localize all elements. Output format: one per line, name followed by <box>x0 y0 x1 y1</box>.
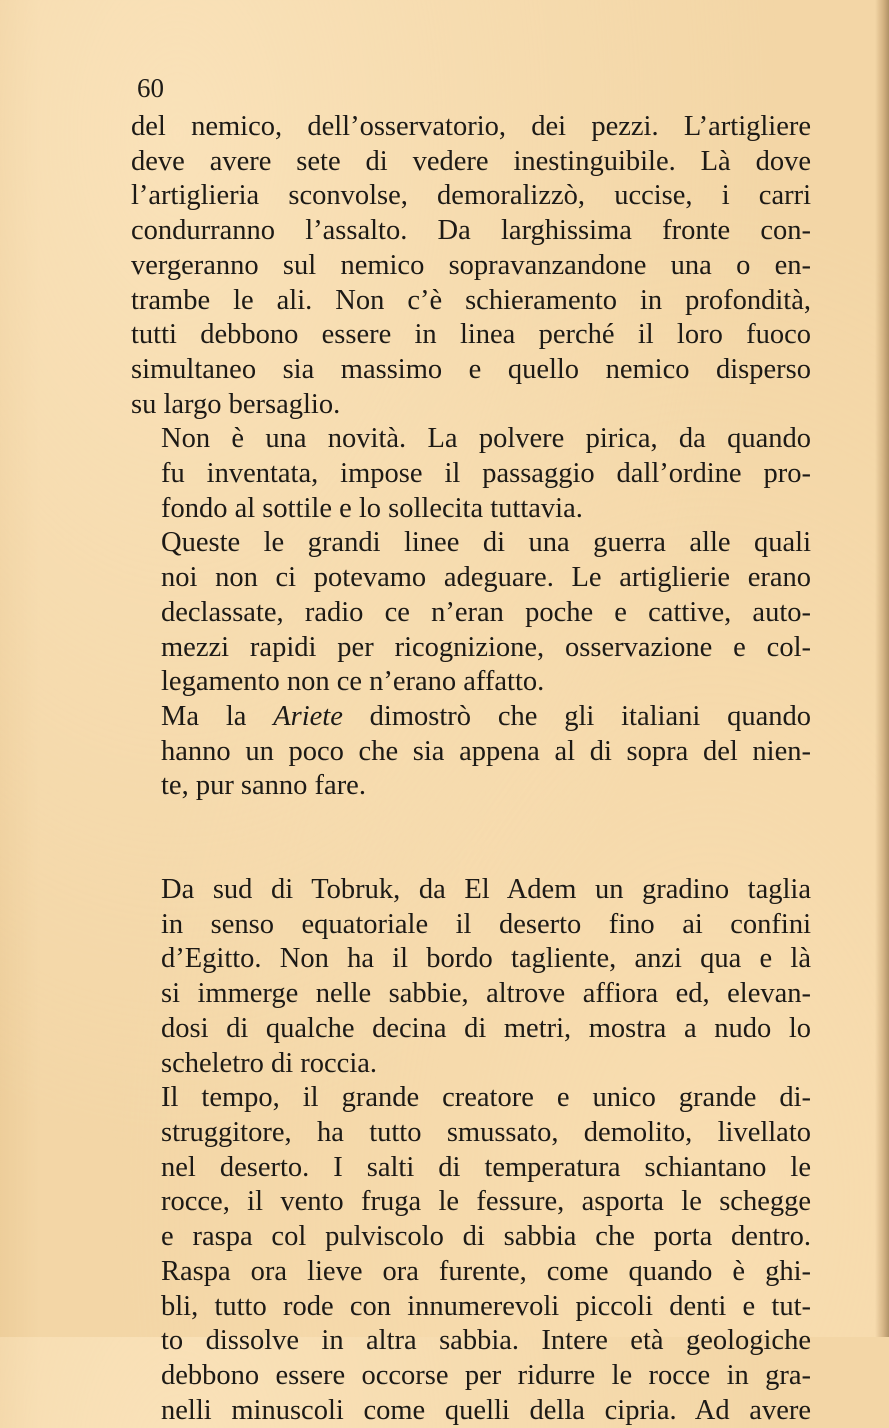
text-line: simultaneo sia massimo e quello nemico disperso <box>131 353 811 385</box>
paragraph <box>131 526 811 700</box>
text-line: deve avere sete di vedere inestinguibile. Là dove <box>131 145 811 177</box>
paragraph <box>131 110 811 422</box>
text-line: d’Egitto. Non ha il bordo tagliente, anzi qua e là <box>161 943 811 975</box>
text-line: si immerge nelle sabbie, altrove affiora ed, elevan- <box>161 978 811 1010</box>
text-line: to dissolve in altra sabbia. Intere età geologiche <box>161 1325 811 1357</box>
text-line: del nemico, dell’osservatorio, dei pezzi. L’artigliere <box>131 111 811 142</box>
text-line: dosi di qualche decina di metri, mostra a nudo lo <box>161 1012 811 1044</box>
text-line: mezzi rapidi per ricognizione, osservazione e col- <box>161 631 811 663</box>
body-text <box>131 110 811 1428</box>
text-line: Non è una novità. La polvere pirica, da quando <box>161 423 811 455</box>
text-line: Il tempo, il grande creatore e unico grande di- <box>161 1082 811 1114</box>
text-line: su largo bersaglio. <box>131 388 341 420</box>
paragraph <box>131 700 811 804</box>
paragraph <box>131 1081 811 1428</box>
text-line: Da sud di Tobruk, da El Adem un gradino taglia <box>161 874 811 906</box>
text-line: nel deserto. I salti di temperatura schiantano le <box>161 1151 811 1183</box>
text-line: struggitore, ha tutto smussato, demolito, livellato <box>161 1116 811 1148</box>
text-line: Ma la Ariete dimostrò che gli italiani quando <box>161 700 812 732</box>
page-edge-shadow <box>875 0 889 1337</box>
page-number: 60 <box>137 73 164 103</box>
text-line: Raspa ora lieve ora furente, come quando è ghi- <box>161 1255 811 1287</box>
text-line: e raspa col pulviscolo di sabbia che porta dentro. <box>161 1221 811 1253</box>
text-line: scheletro di roccia. <box>161 1047 378 1079</box>
text-line: debbono essere occorse per ridurre le rocce in gra- <box>161 1359 811 1391</box>
text-line: Queste le grandi linee di una guerra alle quali <box>161 527 811 559</box>
text-line: in senso equatoriale il deserto fino ai confini <box>161 908 811 940</box>
text-line: fondo al sottile e lo sollecita tuttavia. <box>161 492 583 524</box>
text-line: trambe le ali. Non c’è schieramento in profondità, <box>131 284 811 316</box>
text-line: hanno un poco che sia appena al di sopra del nien- <box>161 735 811 767</box>
text-line: tutti debbono essere in linea perché il loro fuoco <box>131 319 811 351</box>
paragraph <box>131 873 811 1081</box>
text-line: nelli minuscoli come quelli della cipria. Ad avere <box>161 1394 811 1426</box>
text-line: vergeranno sul nemico sopravanzandone una o en- <box>131 249 811 281</box>
paragraph <box>131 422 811 526</box>
text-line: bli, tutto rode con innumerevoli piccoli denti e tut- <box>161 1290 811 1322</box>
text-line: te, pur sanno fare. <box>161 770 366 802</box>
text-line: fu inventata, impose il passaggio dall’ordine pro- <box>161 458 811 490</box>
section-break <box>131 804 811 873</box>
text-line: condurranno l’assalto. Da larghissima fronte con- <box>131 215 811 247</box>
text-line: l’artiglieria sconvolse, demoralizzò, uccise, i carri <box>131 180 811 212</box>
text-line: declassate, radio ce n’eran poche e cattive, auto- <box>161 596 811 628</box>
text-line: legamento non ce n’erano affatto. <box>161 666 545 698</box>
text-line: rocce, il vento fruga le fessure, asporta le schegge <box>161 1186 811 1218</box>
book-page <box>131 66 811 1428</box>
text-line: noi non ci potevamo adeguare. Le artiglierie erano <box>161 562 811 594</box>
italic-title: Ariete <box>273 700 343 732</box>
